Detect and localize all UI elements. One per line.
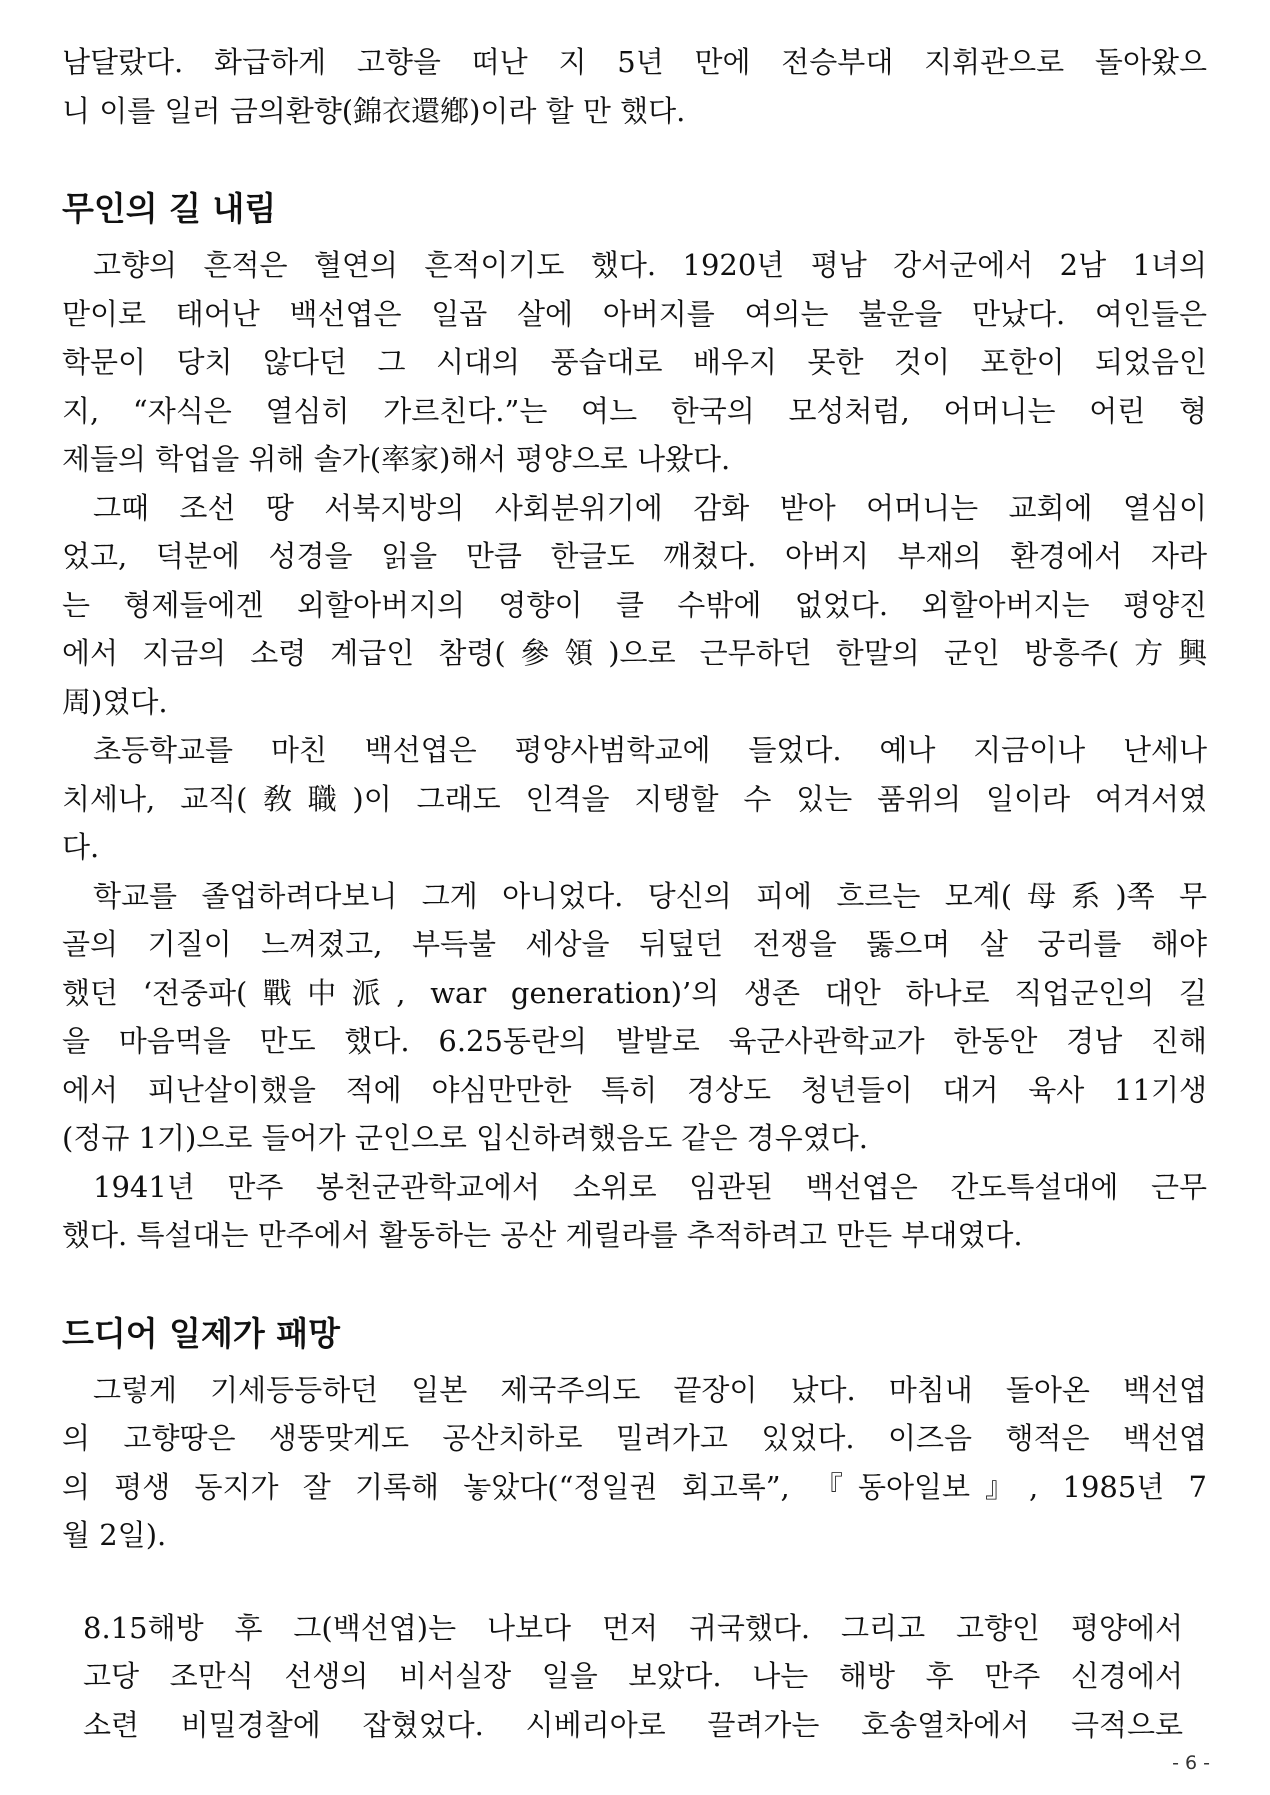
text-line: 치세나, 교직(敎職)이 그래도 인격을 지탱할 수 있는 품위의 일이라 여겨서였 [62,781,1207,816]
text-line: 제들의 학업을 위해 솔가(率家)해서 평양으로 나왔다. [62,442,731,476]
text-line: 학문이 당치 않다던 그 시대의 풍습대로 배우지 못한 것이 포한이 되었음인 [62,345,1207,379]
paragraph [62,1366,1207,1560]
paragraph [62,241,1207,484]
text-line: 지, “자식은 열심히 가르친다.”는 여느 한국의 모성처럼, 어머니는 어린 형 [62,393,1207,428]
text-line: 의 고향땅은 생뚱맞게도 공산치하로 밀려가고 있었다. 이즈음 행적은 백선엽 [62,1421,1207,1455]
intro-paragraph [62,38,1207,87]
text-line: 1941년 만주 봉천군관학교에서 소위로 임관된 백선엽은 간도특설대에 근무 [93,1169,1207,1204]
paragraph [62,726,1207,872]
section-heading-2: 드디어 일제가 패망 [62,1313,341,1353]
memoir-quote [83,1604,1183,1750]
intro-line: 남달랐다. 화급하게 고향을 떠난 지 5년 만에 전승부대 지휘관으로 돌아왔으 [62,45,1207,79]
text-line: 周)였다. [62,684,168,719]
text-line: 에서 피난살이했을 적에 야심만만한 특히 경상도 청년들이 대거 육사 11기생 [62,1072,1207,1107]
quote-line: 고당 조만식 선생의 비서실장 일을 보았다. 나는 해방 후 만주 신경에서 [83,1659,1183,1693]
text-line: 다. [62,830,100,864]
text-line: 그때 조선 땅 서북지방의 사회분위기에 감화 받아 어머니는 교회에 열심이 [93,490,1207,525]
text-line: 는 형제들에겐 외할아버지의 영향이 클 수밖에 없었다. 외할아버지는 평양진 [62,587,1207,622]
intro-line: 니 이를 일러 금의환향(錦衣還鄕)이라 할 만 했다. [62,93,686,128]
paragraph [62,872,1207,1163]
text-line: 맏이로 태어난 백선엽은 일곱 살에 아버지를 여의는 불운을 만났다. 여인들은 [62,296,1207,331]
quote-line: 소련 비밀경찰에 잡혔었다. 시베리아로 끌려가는 호송열차에서 극적으로 [83,1707,1183,1742]
paragraph [62,484,1207,727]
text-line: 에서 지금의 소령 계급인 참령(參領)으로 근무하던 한말의 군인 방흥주(方興 [62,636,1207,670]
text-line: 을 마음먹을 만도 했다. 6.25동란의 발발로 육군사관학교가 한동안 경남 진해 [62,1024,1207,1058]
text-line: 고향의 흔적은 혈연의 흔적이기도 했다. 1920년 평남 강서군에서 2남 1녀의 [93,248,1207,282]
quote-line: 8.15해방 후 그(백선엽)는 나보다 먼저 귀국했다. 그리고 고향인 평양에서 [83,1610,1183,1645]
text-line: 었고, 덕분에 성경을 읽을 만큼 한글도 깨쳤다. 아버지 부재의 환경에서 자라 [62,539,1207,573]
intro-paragraph-end [62,87,1207,136]
text-line: 했던 ‘전중파(戰中派, war generation)’의 생존 대안 하나로 직업군인의 길 [62,975,1207,1010]
section-heading-1: 무인의 길 내림 [62,189,277,228]
text-line: 학교를 졸업하려다보니 그게 아니었다. 당신의 피에 흐르는 모계(母系)쪽 무 [93,878,1207,913]
text-line: (정규 1기)으로 들어가 군인으로 입신하려했음도 같은 경우였다. [62,1121,868,1155]
text-line: 초등학교를 마친 백선엽은 평양사범학교에 들었다. 예나 지금이나 난세나 [93,733,1207,767]
text-line: 월 2일). [62,1518,167,1552]
text-line: 골의 기질이 느껴졌고, 부득불 세상을 뒤덮던 전쟁을 뚫으며 살 궁리를 해야 [62,927,1207,961]
paragraph [62,1163,1207,1260]
document-page [62,38,1207,1749]
page-number: - 6 - [1172,1752,1210,1774]
text-line: 했다. 특설대는 만주에서 활동하는 공산 게릴라를 추적하려고 만든 부대였다. [62,1218,1023,1252]
text-line: 그렇게 기세등등하던 일본 제국주의도 끝장이 났다. 마침내 돌아온 백선엽 [93,1372,1207,1407]
text-line: 의 평생 동지가 잘 기록해 놓았다(“정일권 회고록”, 『동아일보』, 1985년 7 [62,1469,1207,1504]
